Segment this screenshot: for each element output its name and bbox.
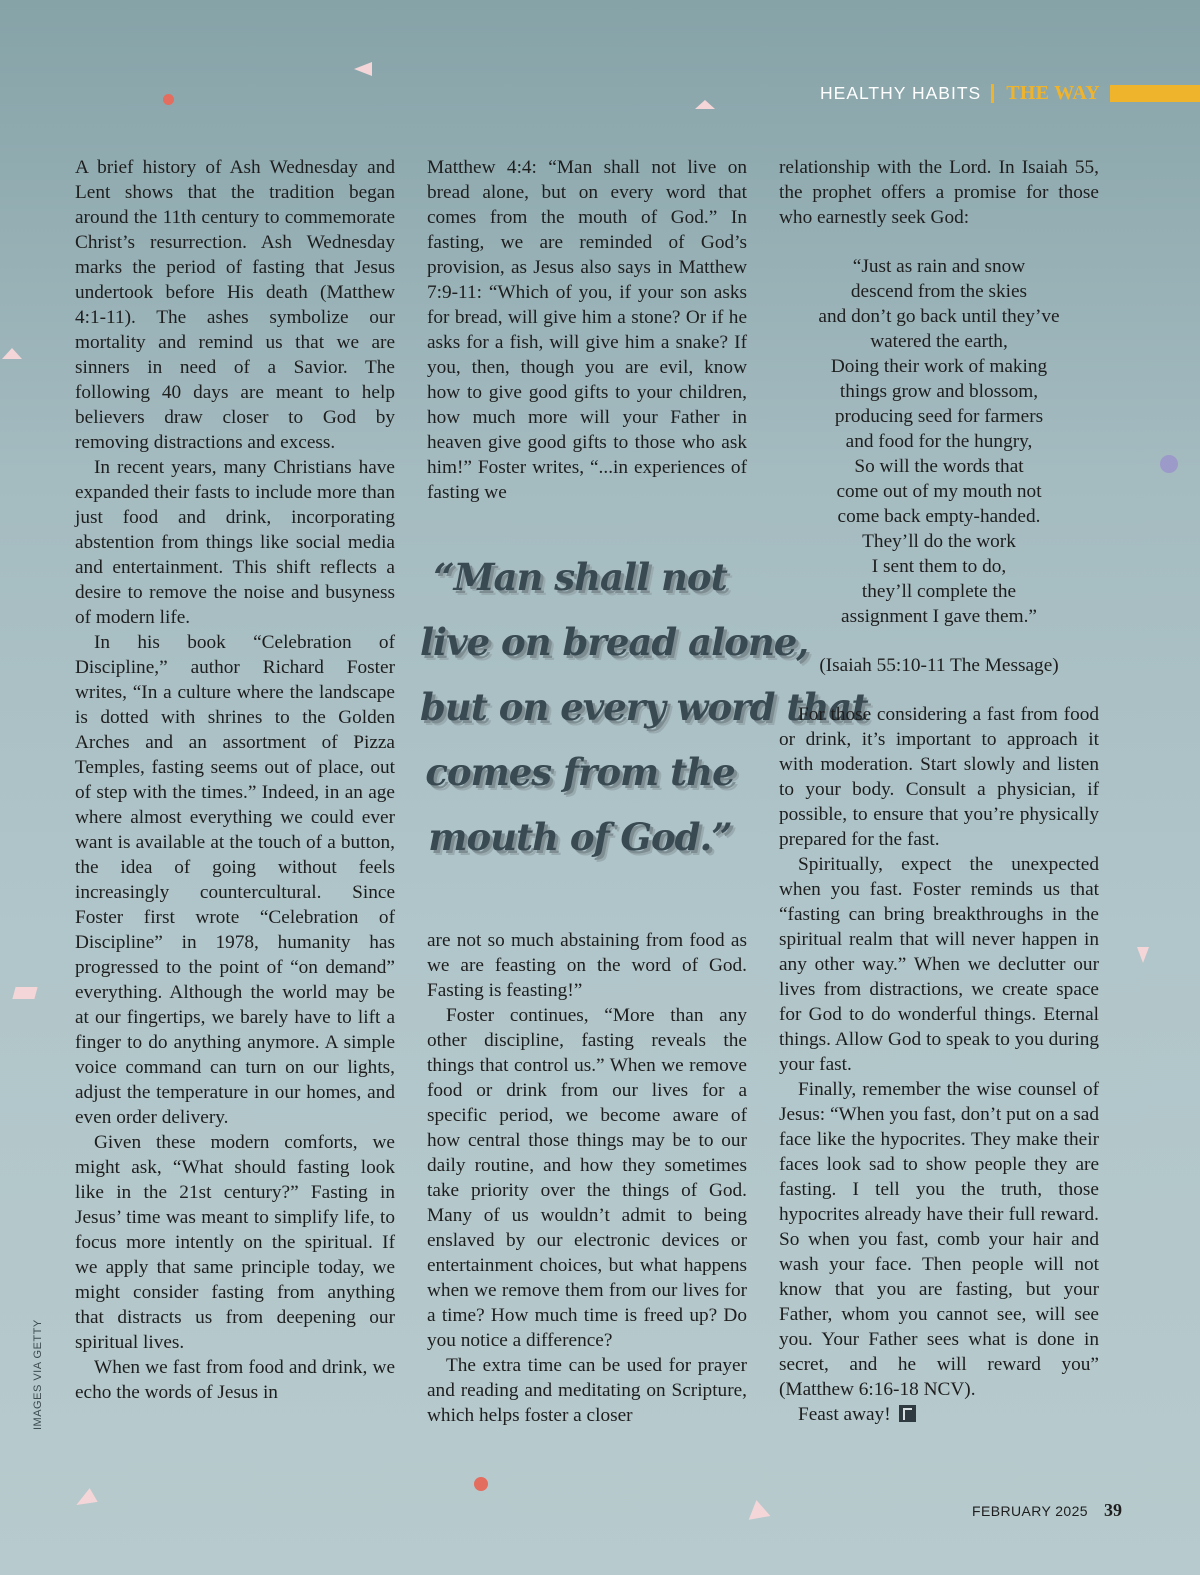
article-paragraph: Foster continues, “More than any other discipline, fasting reveals the things that control us.” When we remove food or drink from our lives for a specific period, we become aware of how central those things may be to our daily routine, and how they sometimes take priority over the things of God. Many of us wouldn’t admit to being enslaved by our electronic devices or entertainment choices, but what happens when we remove them from our lives for a time? How much time is freed up? Do you notice a difference? bbox=[427, 1005, 747, 1351]
poem-line: things grow and blossom, bbox=[839, 381, 1039, 402]
confetti-dot bbox=[1160, 455, 1178, 473]
confetti-dot bbox=[163, 94, 174, 105]
poem-line: producing seed for farmers bbox=[834, 406, 1044, 427]
poem-line: So will the words that bbox=[854, 456, 1024, 477]
article-paragraph: In recent years, many Christians have expanded their fasts to include more than just food and drink, incorporating abstention from things like social media and entertainment. This shift reflects a desire to remove the noise and busyness of modern life. bbox=[75, 457, 395, 628]
end-mark-icon bbox=[899, 1405, 916, 1422]
pull-quote-line: but on every word that bbox=[420, 685, 868, 729]
poem-line: assignment I gave them.” bbox=[841, 606, 1037, 627]
article-paragraph: Matthew 4:4: “Man shall not live on bread alone, but on every word that comes from the mouth of God.” In fasting, we are reminded of God’s provision, as Jesus also says in Matthew 7:9-11: “Which of you, if your son asks for bread, will give him a stone? Or if he asks for a fish, will give him a snake? If you, then, though you are evil, know how to give good gifts to your children, how much more will your Father in heaven give good gifts to those who ask him!” Foster writes, “...in experiences of fasting we bbox=[427, 157, 747, 503]
page-footer bbox=[972, 1500, 1122, 1521]
article-paragraph: In his book “Celebration of Discipline,” author Richard Foster writes, “In a culture where the landscape is dotted with shrines to the Golden Arches and an assortment of Pizza Temples, fasting seems out of place, out of step with the times.” Indeed, in an age where almost everything we could ever want is available at the touch of a button, the idea of going without feels increasingly countercultural. Since Foster first wrote “Celebration of Discipline” in 1978, humanity has progressed to the point of “on demand” everything. Although the world may be at our fingertips, we barely have to lift a finger to do anything anymore. A simple voice command can turn on our lights, adjust the temperature in our homes, and even order delivery. bbox=[75, 632, 395, 1128]
article-column-2-top bbox=[427, 155, 747, 505]
poem-line: descend from the skies bbox=[850, 281, 1028, 302]
closing-line bbox=[779, 1402, 1099, 1427]
confetti-triangle bbox=[2, 348, 22, 359]
header-accent-bar bbox=[1110, 85, 1200, 102]
header-divider bbox=[991, 84, 994, 103]
poem-line: Doing their work of making bbox=[830, 356, 1048, 377]
section-label: HEALTHY HABITS bbox=[820, 82, 982, 103]
poem-line: They’ll do the work bbox=[862, 531, 1016, 552]
poem-line: come out of my mouth not bbox=[836, 481, 1042, 502]
poem-line: watered the earth, bbox=[870, 331, 1008, 352]
section-header bbox=[820, 80, 1200, 106]
brand-title: THE WAY bbox=[1006, 81, 1100, 104]
article-column-1 bbox=[75, 155, 395, 1405]
pull-quote-line: comes from the bbox=[425, 750, 735, 794]
confetti-triangle bbox=[72, 1488, 97, 1512]
article-paragraph: Given these modern comforts, we might ask, “What should fasting look like in the 21st century?” Fasting in Jesus’ time was meant to simplify life, to focus more intently on the spiritual. If we apply that same principle today, we might consider fasting from anything that distracts us from deepening our spiritual lives. bbox=[75, 1132, 395, 1353]
article-paragraph: Finally, remember the wise counsel of Jesus: “When you fast, don’t put on a sad face like the hypocrites. They make their faces look sad to show people they are fasting. I tell you the truth, those hypocrites already have their full reward. So when you fast, comb your hair and wash your face. Then people will not know that you are fasting, but your Father, whom you cannot see, will see you. Your Father sees what is done in secret, and he will reward you” (Matthew 6:16-18 NCV). bbox=[779, 1079, 1099, 1400]
article-column-2-bottom bbox=[427, 928, 747, 1428]
poem-line: come back empty-handed. bbox=[837, 506, 1041, 527]
pull-quote-line: mouth of God.” bbox=[428, 815, 732, 859]
confetti-dot bbox=[474, 1477, 488, 1491]
confetti-triangle bbox=[354, 62, 372, 76]
confetti-triangle bbox=[746, 1498, 771, 1520]
pull-quote-line: “Man shall not bbox=[433, 555, 727, 599]
scripture-poem bbox=[779, 254, 1099, 629]
poem-line: and don’t go back until they’ve bbox=[818, 306, 1060, 327]
confetti-triangle bbox=[695, 100, 715, 109]
poem-line: I sent them to do, bbox=[871, 556, 1007, 577]
article-paragraph: A brief history of Ash Wednesday and Lent shows that the tradition began around the 11th century to commemorate Christ’s resurrection. Ash Wednesday marks the period of fasting that Jesus undertook before His death (Matthew 4:1-11). The ashes symbolize our mortality and remind us that we are sinners in need of a Savior. The following 40 days are meant to help believers draw closer to God by removing distractions and excess. bbox=[75, 157, 395, 453]
article-paragraph: relationship with the Lord. In Isaiah 55, the prophet offers a promise for those who earnestly seek God: bbox=[779, 157, 1099, 228]
poem-line: they’ll complete the bbox=[861, 581, 1017, 602]
article-paragraph: are not so much abstaining from food as we are feasting on the word of God. Fasting is feasting!” bbox=[427, 930, 747, 1001]
poem-line: “Just as rain and snow bbox=[852, 256, 1026, 277]
scripture-citation: (Isaiah 55:10-11 The Message) bbox=[819, 655, 1059, 676]
article-paragraph: Spiritually, expect the unexpected when you fast. Foster reminds us that “fasting can bring breakthroughs in the spiritual realm that will never happen in any other way.” When we declutter our lives from distractions, we create space for God to do wonderful things. Eternal things. Allow God to speak to you during your fast. bbox=[779, 854, 1099, 1075]
page-number: 39 bbox=[1104, 1500, 1122, 1520]
article-paragraph: The extra time can be used for prayer and reading and meditating on Scripture, which helps foster a closer bbox=[427, 1355, 747, 1426]
article-paragraph: For those considering a fast from food or drink, it’s important to approach it with moderation. Start slowly and listen to your body. Consult a physician, if possible, to ensure that you’re physically prepared for the fast. bbox=[779, 704, 1099, 850]
pull-quote-line: live on bread alone, bbox=[420, 620, 809, 664]
article-column-3 bbox=[779, 155, 1099, 1427]
confetti-triangle bbox=[1137, 947, 1149, 963]
confetti-rect bbox=[12, 987, 37, 999]
closing-text: Feast away! bbox=[798, 1404, 891, 1425]
pull-quote bbox=[420, 545, 868, 870]
issue-date: FEBRUARY 2025 bbox=[972, 1503, 1088, 1519]
poem-line: and food for the hungry, bbox=[845, 431, 1033, 452]
article-paragraph: When we fast from food and drink, we echo the words of Jesus in bbox=[75, 1357, 395, 1403]
photo-credit: IMAGES VIA GETTY bbox=[32, 1319, 44, 1430]
